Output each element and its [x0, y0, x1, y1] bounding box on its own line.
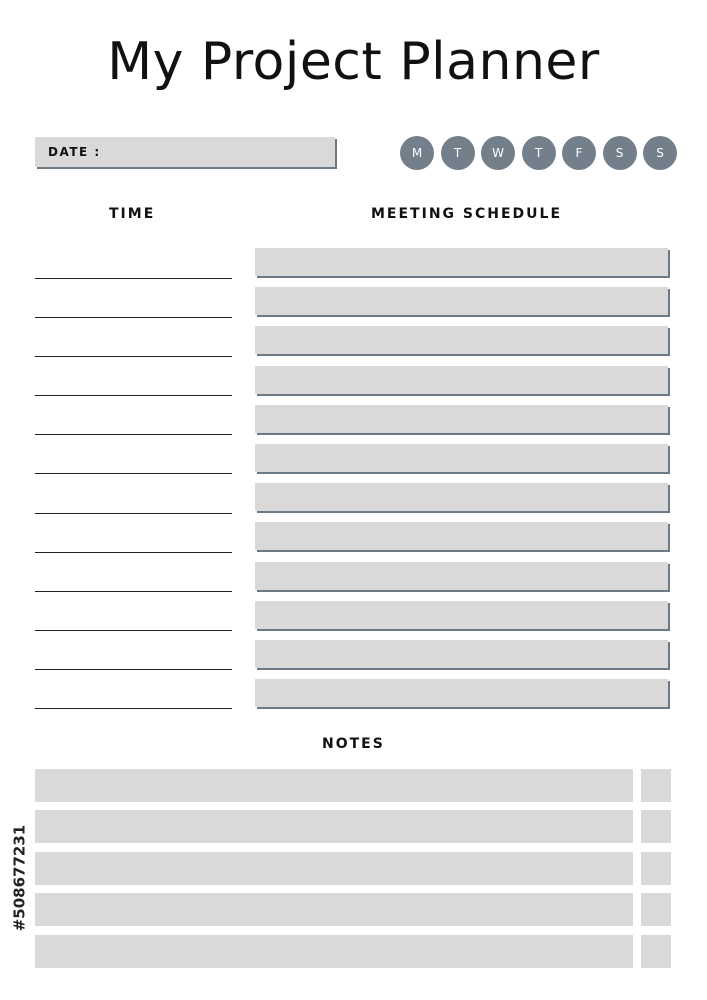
- day-friday[interactable]: F: [562, 136, 596, 170]
- time-line[interactable]: [35, 630, 232, 631]
- page-title: My Project Planner: [107, 32, 600, 92]
- notes-line[interactable]: [35, 769, 633, 802]
- time-header: TIME: [109, 206, 156, 222]
- time-line[interactable]: [35, 395, 232, 396]
- time-line[interactable]: [35, 708, 232, 709]
- stock-id-text: #508677231: [10, 824, 29, 932]
- weekday-selector: [400, 136, 677, 170]
- time-line[interactable]: [35, 278, 232, 279]
- meeting-slot[interactable]: [255, 444, 668, 472]
- notes-line[interactable]: [35, 935, 633, 968]
- notes-checkbox[interactable]: [641, 769, 671, 802]
- day-sunday[interactable]: S: [643, 136, 677, 170]
- time-line[interactable]: [35, 434, 232, 435]
- notes-header: NOTES: [322, 736, 385, 752]
- meeting-slot[interactable]: [255, 679, 668, 707]
- meeting-slot[interactable]: [255, 601, 668, 629]
- meeting-slot[interactable]: [255, 366, 668, 394]
- notes-checkbox[interactable]: [641, 935, 671, 968]
- date-label: DATE :: [48, 145, 101, 159]
- meeting-slot[interactable]: [255, 326, 668, 354]
- notes-line[interactable]: [35, 810, 633, 843]
- notes-checkbox[interactable]: [641, 893, 671, 926]
- meeting-slot[interactable]: [255, 640, 668, 668]
- day-monday[interactable]: M: [400, 136, 434, 170]
- date-field[interactable]: [35, 137, 335, 167]
- time-line[interactable]: [35, 513, 232, 514]
- notes-line[interactable]: [35, 852, 633, 885]
- time-line[interactable]: [35, 317, 232, 318]
- meeting-schedule-header: MEETING SCHEDULE: [371, 206, 563, 222]
- time-line[interactable]: [35, 591, 232, 592]
- time-line[interactable]: [35, 473, 232, 474]
- meeting-slot[interactable]: [255, 405, 668, 433]
- time-line[interactable]: [35, 669, 232, 670]
- notes-checkbox[interactable]: [641, 852, 671, 885]
- meeting-slot[interactable]: [255, 562, 668, 590]
- day-wednesday[interactable]: W: [481, 136, 515, 170]
- notes-checkbox[interactable]: [641, 810, 671, 843]
- time-line[interactable]: [35, 552, 232, 553]
- meeting-slot[interactable]: [255, 483, 668, 511]
- day-saturday[interactable]: S: [603, 136, 637, 170]
- time-line[interactable]: [35, 356, 232, 357]
- meeting-slot[interactable]: [255, 287, 668, 315]
- meeting-slot[interactable]: [255, 248, 668, 276]
- day-thursday[interactable]: T: [522, 136, 556, 170]
- day-tuesday[interactable]: T: [441, 136, 475, 170]
- stock-id-watermark: [4, 768, 34, 988]
- meeting-slot[interactable]: [255, 522, 668, 550]
- notes-line[interactable]: [35, 893, 633, 926]
